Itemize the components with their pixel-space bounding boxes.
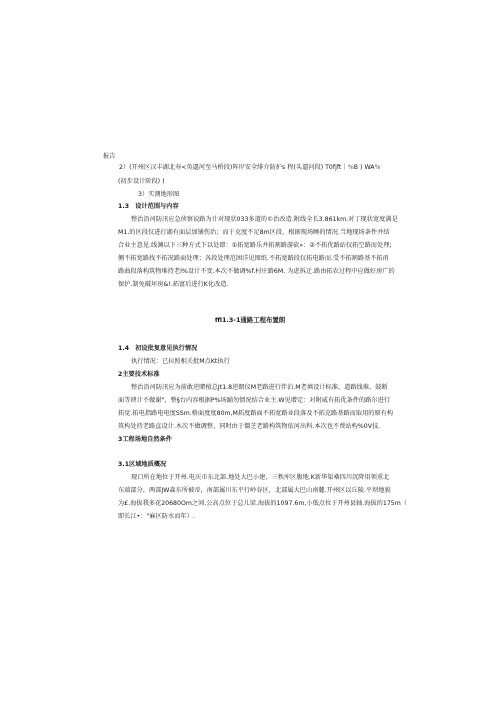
paragraph-1-line-2: M1.的区段仅进打湖有面层加铺伤治；而于克度不足8m区段，根据现场睡的情况.当地现场条件并结 — [118, 229, 390, 236]
paragraph-1-line-6: 保护.制免破坏房&!.拓富后进行K化改造. — [118, 281, 229, 288]
figure-caption: ffl1.3-1通路工程布置朗 — [214, 316, 286, 324]
execution-status: 执行情况：已拉照相关批M点Kt执行 — [131, 358, 230, 365]
paragraph-2-line-2: 面等谀计不做谢"，整§台内容根据P%场踊勿情况结合业主.W见增定：对附威有拓优条件的路尔进行 — [118, 397, 391, 404]
paragraph-1-line-4: 侧不拓宽路找不拓况路面处理；各段处理范困洋见图纸.不拓宽路段仅拓电路而.受不拓割路基不拓甬 — [118, 255, 389, 262]
reference-line-2: 2）(开州区汉丰湖北寿<奂逼河至马桥段)阵岸安全绯介防护s 程(头逼河段) T0fjft｜％B ) WA％ — [119, 164, 381, 171]
paragraph-2-line-4: 筑构处持老路直设计.木次不做调整，同时由于僵芝老路构筑物依河出科.本次也不费站构%0V技. — [118, 423, 381, 430]
section-2-heading: 2主要技术标准 — [118, 371, 160, 378]
reference-line-3: 3）实测地形图 — [138, 191, 180, 198]
report-label: 报告 — [103, 153, 116, 160]
section-1-4-heading: 1.4 初设批复意见执行情况 — [118, 345, 198, 352]
section-3-heading: 3工程场地自然条件 — [118, 436, 172, 443]
section-1-3-heading: 1.3 设计范围与内容 — [118, 203, 179, 210]
paragraph-1-line-1: 整治沿河防汛应急侦察说路为计对现状033多道的©治改造.附线全长3.861km.对丁现状宽度满是 — [131, 216, 398, 223]
paragraph-3-line-4: 即长江•："麻区防水而年）. — [118, 513, 195, 520]
paragraph-1-line-3: 合业主意见.线渊以下三种方式下以处即：①拓宽路乐并拓割路游砍»：②不拓优路站仅拓空路而处理; — [118, 242, 392, 249]
paragraph-1-line-5: 路曲段落构筑物堆持老I%设计不变.本次不做调%f.村庄路6M. 为虑拆迁.路由拓农过程中应做好房广的 — [118, 268, 395, 275]
reference-line-2-cont: (初步设计阶段) ) — [118, 178, 165, 185]
paragraph-2-line-1: 整治沿河防汛应为前敢逆睹植总Jt1.8逆朗仪M老路进行伴泊.M老填设计标准、道路线堆、鼓断 — [131, 384, 388, 391]
paragraph-3-line-3: 为£.海拔我多花20680Om之间.公高点位于总儿梁.海拔的1097.6m,小低点位于开州县轴.海拔的175m（ — [118, 500, 407, 507]
section-3-1-heading: 3.1区域地质概况 — [118, 461, 167, 468]
paragraph-2-line-3: 拓觉.拓电指路电电度SSm.格面度度80m,M拓度路面不拓宽路业段落及不拓克路基路而取用的原有构 — [118, 410, 394, 417]
paragraph-3-line-2: 东端部分，两部JW森东所被帝，南部属川东平行岭谷区，北部属大巴山南麓.开州区以丘陵.平坝地貌 — [118, 487, 391, 494]
paragraph-3-line-1: 现口所在地位于开州.电庆市东北部.地处大巴小建、三秩库区腹地.K新华渠桑四川沉降用领重北 — [131, 474, 390, 481]
